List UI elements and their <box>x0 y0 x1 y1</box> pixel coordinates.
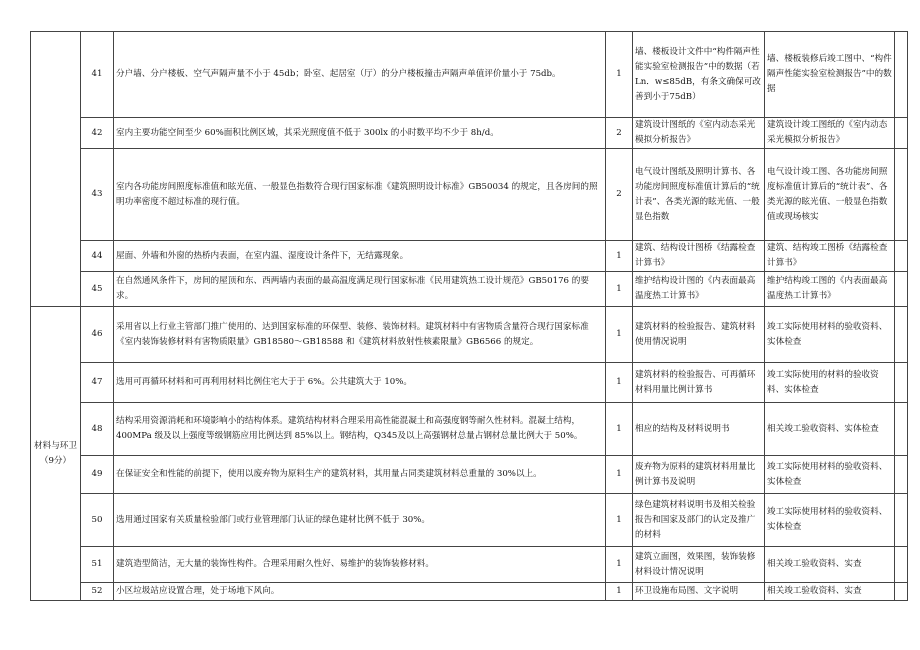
item-description: 室内主要功能空间至少 60%面积比例区域，其采光照度值不低于 300lx 的小时数平均不少于 8h/d。 <box>114 118 606 149</box>
design-evidence: 绿色建筑材料说明书及相关检验报告和国家及部门的认定及推广的材料 <box>633 494 765 547</box>
completion-evidence: 相关竣工验收资料、实体检查 <box>765 403 895 456</box>
completion-evidence: 电气设计竣工图、各功能房间照度标准值计算后的“统计表”、各类光源的眩光值、一般显色指数值或现场核实 <box>765 149 895 241</box>
remark-cell <box>895 32 908 118</box>
item-score: 1 <box>606 32 633 118</box>
design-evidence: 建筑设计图纸的《室内动态采光模拟分析报告》 <box>633 118 765 149</box>
table-row <box>31 307 908 363</box>
table-row <box>31 241 908 272</box>
item-number: 41 <box>81 32 114 118</box>
design-evidence: 墙、楼板设计文件中“构件隔声性能实验室检测报告”中的数据（若 Ln．w≤85dB，有条文确保可改善到小于75dB） <box>633 32 765 118</box>
table-row <box>31 456 908 494</box>
completion-evidence: 建筑、结构竣工图桥《结露检查计算书》 <box>765 241 895 272</box>
remark-cell <box>895 118 908 149</box>
item-score: 1 <box>606 307 633 363</box>
completion-evidence: 竣工实际使用材料的验收资料、实体检查 <box>765 494 895 547</box>
design-evidence: 相应的结构及材料说明书 <box>633 403 765 456</box>
item-description: 室内各功能房间照度标准值和眩光值、一般显色指数符合现行国家标准《建筑照明设计标准》GB50034 的规定，且各房间的照明功率密度不超过标准的现行值。 <box>114 149 606 241</box>
remark-cell <box>895 272 908 307</box>
table-row <box>31 32 908 118</box>
design-evidence: 建筑、结构设计图桥《结露检查计算书》 <box>633 241 765 272</box>
item-score: 1 <box>606 241 633 272</box>
completion-evidence: 墙、楼板装修后竣工图中、“构件隔声性能实验室检测报告”中的数据 <box>765 32 895 118</box>
item-number: 45 <box>81 272 114 307</box>
item-score: 1 <box>606 363 633 403</box>
table-row <box>31 583 908 601</box>
item-description: 分户墙、分户楼板、空气声隔声量不小于 45db；卧室、起居室（厅）的分户楼板撞击声隔声单值评价量小于 75db。 <box>114 32 606 118</box>
remark-cell <box>895 494 908 547</box>
table-row <box>31 118 908 149</box>
table-row <box>31 149 908 241</box>
item-description: 选用通过国家有关质量检验部门或行业管理部门认证的绿色建材比例不低于 30%。 <box>114 494 606 547</box>
item-description: 在自然通风条件下，房间的屋顶和东、西两墙内表面的最高温度满足现行国家标准《民用建筑热工设计规范》GB50176 的要求。 <box>114 272 606 307</box>
item-score: 1 <box>606 456 633 494</box>
design-evidence: 环卫设施布局图、文字说明 <box>633 583 765 601</box>
design-evidence: 建筑材料的检验报告、建筑材料使用情况说明 <box>633 307 765 363</box>
item-score: 1 <box>606 547 633 583</box>
item-description: 选用可再循环材料和可再利用材料比例住宅大于于 6%。公共建筑大于 10%。 <box>114 363 606 403</box>
item-score: 2 <box>606 118 633 149</box>
table-row <box>31 547 908 583</box>
design-evidence: 建筑材料的检验报告、可再循环材料用量比例计算书 <box>633 363 765 403</box>
evaluation-table <box>30 31 908 601</box>
remark-cell <box>895 149 908 241</box>
item-description: 在保证安全和性能的前提下，使用以废弃物为原料生产的建筑材料，其用量占同类建筑材料总重量的 30%以上。 <box>114 456 606 494</box>
item-score: 1 <box>606 583 633 601</box>
category-cell <box>31 32 81 307</box>
item-number: 44 <box>81 241 114 272</box>
category-cell: 材料与环卫（9分） <box>31 307 81 601</box>
table-row <box>31 363 908 403</box>
completion-evidence: 相关竣工验收资料、实查 <box>765 547 895 583</box>
completion-evidence: 竣工实际使用材料的验收资料、实体检查 <box>765 456 895 494</box>
design-evidence: 电气设计图纸及照明计算书、各功能房间照度标准值计算后的“统计表”、各类光源的眩光值、一般显色指数 <box>633 149 765 241</box>
remark-cell <box>895 456 908 494</box>
item-number: 48 <box>81 403 114 456</box>
item-number: 43 <box>81 149 114 241</box>
item-number: 42 <box>81 118 114 149</box>
item-description: 建筑造型简洁，无大量的装饰性构件。合理采用耐久性好、易维护的装饰装修材料。 <box>114 547 606 583</box>
remark-cell <box>895 547 908 583</box>
table-row <box>31 272 908 307</box>
remark-cell <box>895 307 908 363</box>
completion-evidence: 建筑设计竣工图纸的《室内动态采光模拟分析报告》 <box>765 118 895 149</box>
item-description: 小区垃圾站应设置合理，处于场地下风向。 <box>114 583 606 601</box>
completion-evidence: 竣工实际使用的材料的验收资料、实体检查 <box>765 363 895 403</box>
remark-cell <box>895 241 908 272</box>
completion-evidence: 相关竣工验收资料、实查 <box>765 583 895 601</box>
item-description: 采用省以上行业主管部门推广使用的、达到国家标准的环保型、装修、装饰材料。建筑材料中有害物质含量符合现行国家标准《室内装饰装修材料有害物质限量》GB18580～GB18588 和《建筑材料放射性核素限量》GB6566 的规定。 <box>114 307 606 363</box>
item-number: 49 <box>81 456 114 494</box>
completion-evidence: 竣工实际使用材料的验收资料、实体检查 <box>765 307 895 363</box>
completion-evidence: 维护结构竣工图的《内表面最高温度热工计算书》 <box>765 272 895 307</box>
remark-cell <box>895 363 908 403</box>
table-row <box>31 494 908 547</box>
item-description: 结构采用资源消耗和环境影响小的结构体系。建筑结构材料合理采用高性能混凝土和高强度钢等耐久性材料。混凝土结构，400MPa 级及以上强度等级钢筋应用比例达到 85%以上。钢结构，Q345及以上高强钢材总量占钢材总量比例大于 50%。 <box>114 403 606 456</box>
item-description: 屋面、外墙和外窗的热桥内表面，在室内温、湿度设计条件下，无结露现象。 <box>114 241 606 272</box>
item-score: 1 <box>606 494 633 547</box>
item-score: 1 <box>606 403 633 456</box>
remark-cell <box>895 403 908 456</box>
remark-cell <box>895 583 908 601</box>
item-score: 2 <box>606 149 633 241</box>
design-evidence: 建筑立面图，效果图，装饰装修材料设计情况说明 <box>633 547 765 583</box>
design-evidence: 废弃物为原料的建筑材料用量比例计算书及说明 <box>633 456 765 494</box>
item-number: 47 <box>81 363 114 403</box>
item-score: 1 <box>606 272 633 307</box>
item-number: 52 <box>81 583 114 601</box>
table-row <box>31 403 908 456</box>
item-number: 51 <box>81 547 114 583</box>
item-number: 50 <box>81 494 114 547</box>
item-number: 46 <box>81 307 114 363</box>
design-evidence: 维护结构设计图的《内表面最高温度热工计算书》 <box>633 272 765 307</box>
